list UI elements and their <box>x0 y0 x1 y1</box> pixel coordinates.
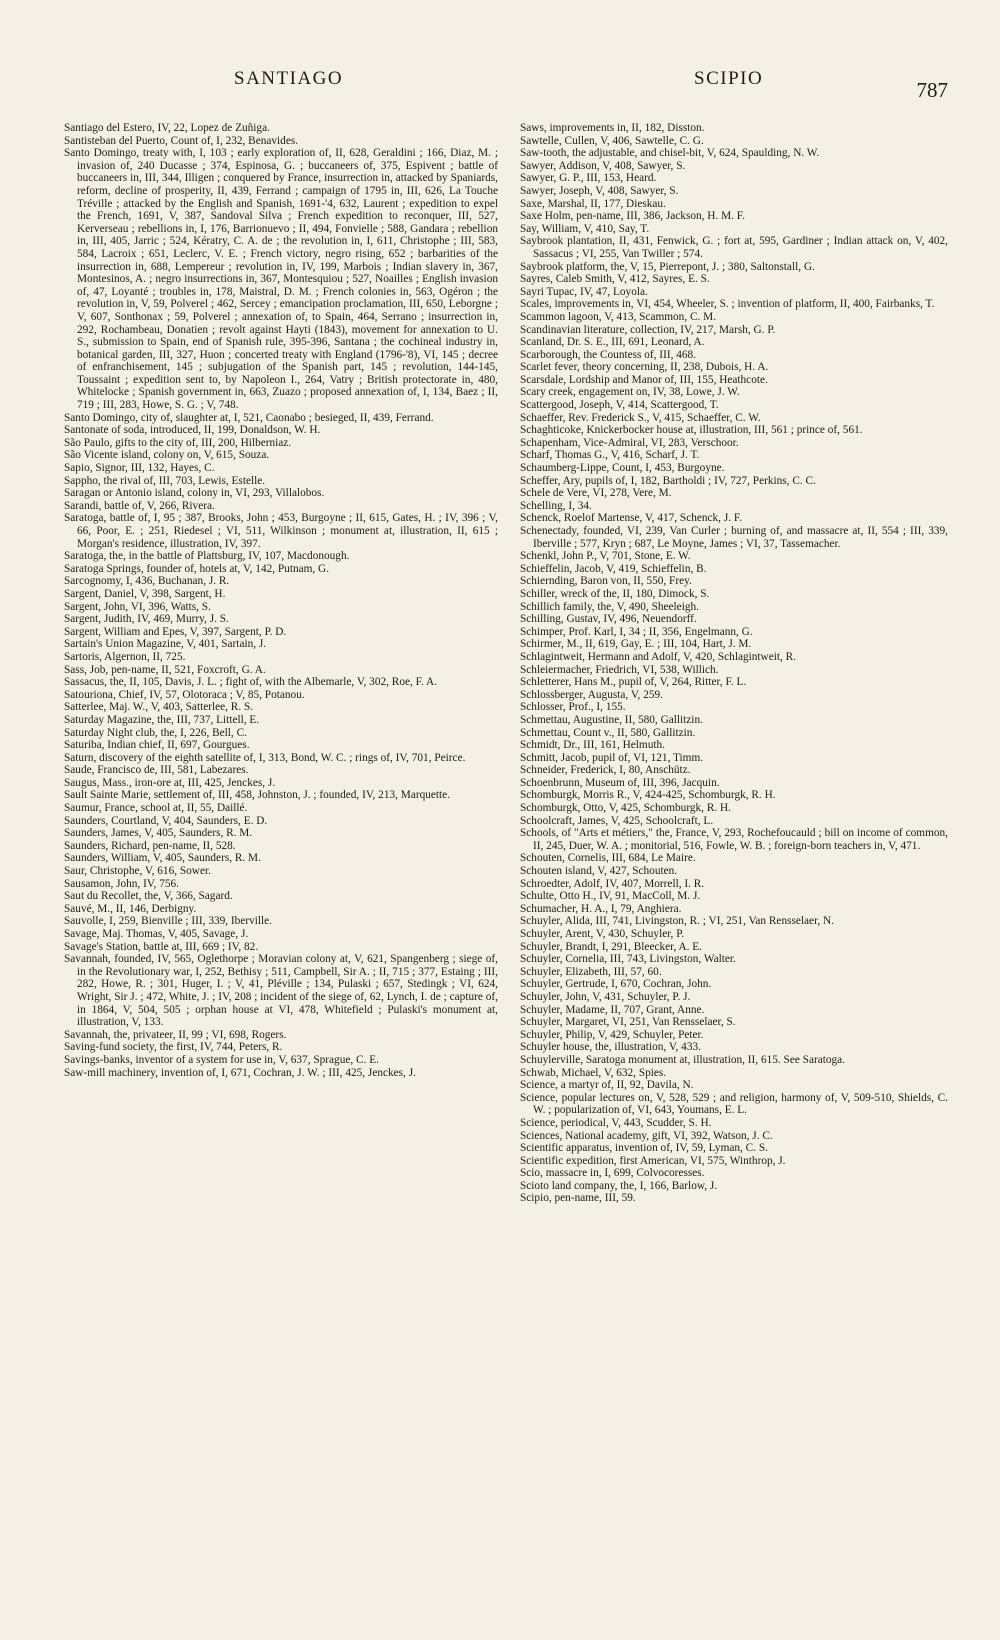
index-entry: Savage, Maj. Thomas, V, 405, Savage, J. <box>64 928 249 940</box>
index-entry: Schuyler house, the, illustration, V, 433. <box>520 1041 701 1054</box>
index-entry: Schoolcraft, James, V, 425, Schoolcraft, L. <box>520 814 714 827</box>
index-entry: Scheffer, Ary, pupils of, I, 182, Bartholdi ; IV, 727, Perkins, C. C. <box>520 474 816 487</box>
index-entry: Schleiermacher, Friedrich, VI, 538, Willich. <box>520 663 719 676</box>
index-entry: Schuyler, Cornelia, III, 743, Livingston, Walter. <box>520 953 736 966</box>
index-entry: Scio, massacre in, I, 699, Colvocoresses. <box>520 1167 705 1180</box>
index-entry: Saybrook platform, the, V, 15, Pierrepont, J. ; 380, Saltonstall, G. <box>520 260 815 273</box>
index-entry: Scattergood, Joseph, V, 414, Scattergood, T. <box>520 399 719 412</box>
index-entry: Saturday Magazine, the, III, 737, Littell, E. <box>64 713 260 726</box>
index-entry: Scales, improvements in, VI, 454, Wheeler, S. ; invention of platform, II, 400, Fairbanks, T. <box>520 298 935 311</box>
index-entry: Schenck, Roelof Martense, V, 417, Schenck, J. F. <box>520 512 743 525</box>
index-entry: Saude, Francisco de, III, 581, Labezares. <box>64 764 249 777</box>
index-entry: Satterlee, Maj. W., V, 403, Satterlee, R. S. <box>64 701 254 714</box>
index-entry: Schlosser, Prof., I, 155. <box>520 701 626 714</box>
index-entry: Scanland, Dr. S. E., III, 691, Leonard, A. <box>520 336 705 349</box>
index-entry: Saratoga Springs, founder of, hotels at, V, 142, Putnam, G. <box>64 562 330 575</box>
index-entry: Sartain's Union Magazine, V, 401, Sartain, J. <box>64 638 267 651</box>
index-entry: Schuylerville, Saratoga monument at, illustration, II, 615. See Saratoga. <box>520 1053 846 1066</box>
index-entry: Schools, of "Arts et métiers," the, France, V, 293, Rochefoucauld ; bill on income of common, II, 245, Duer, W. A. ; monitorial, 516, Fowle, W. B. ; foreign-born teachers in, V, 471. <box>520 827 948 852</box>
index-entry: Schumacher, H. A., I, 79, Anghiera. <box>520 902 682 915</box>
index-entry: Schieffelin, Jacob, V, 419, Schieffelin, B. <box>520 562 707 575</box>
index-entry: Schapenham, Vice-Admiral, VI, 283, Verschoor. <box>520 436 739 449</box>
index-entry: Sauvé, M., II, 146, Derbigny. <box>64 902 197 915</box>
index-entry: Schaumberg-Lippe, Count, I, 453, Burgoyne. <box>520 462 725 475</box>
index-entry: Saws, improvements in, II, 182, Disston. <box>520 122 705 134</box>
left-column <box>64 122 498 1079</box>
index-entry: Savings-banks, inventor of a system for use in, V, 637, Sprague, C. E. <box>64 1053 379 1066</box>
index-entry: Santo Domingo, treaty with, I, 103 ; early exploration of, II, 628, Geraldini ; 166, Diaz, M. ; invasion of, 240 Ducasse ; 374, Espinosa, G. ; buccaneers of, 375, Espivent ; battle of buccaneers in, III, 344, Illigen ; conquered by France, insurrection in, attacked by Spaniards, reform, decline of prosperity, II, 439, Ferrand ; campaign of 1795 in, III, 626, La Touche Tréville ; attacked by the English and Spanish, 1691-'4, 632, Laurent ; expedition to expel the French, 1691, V, 387, Sandoval Silva ; French expedition to reconquer, III, 527, Kerverseau ; rebellions in, I, 176, Barrionuevo ; II, 494, Fonvielle ; 588, Gandara ; rebellion in, III, 405, Jarric ; 524, Kératry, C. A. de ; the revolution in, I, 611, Christophe ; III, 583, 584, Lacroix ; 651, Leclerc, V. E. ; French victory, negro rising, 652 ; barbarities of the insurrection in, 688, Lempereur ; revolution in, IV, 199, Marbois ; Indian slavery in, 367, Montesinos, A. ; negro insurrections in, 367, Montesquiou ; 527, Noailles ; English invasion of, 47, Loyanté ; troubles in, 178, Maistral, D. M. ; French colonies in, 563, Ogéron ; the revolution in, V, 59, Polverel ; 462, Sercey ; emancipation proclamation, III, 650, Leborgne ; V, 607, Sonthonax ; 59, Polverel ; annexation of, to Spain, 464, Serrano ; insurrection in, 292, Rochambeau, Donatien ; revolt against Hayti (1843), movement for annexation to U. S., submission to Spain, end of Spanish rule, 395-396, Santana ; the cochineal industry in, botanical garden, III, 327, Huon ; concerted treaty with England (1796-'8), VI, 145 ; decree of enfranchisement, 145 ; subjugation of the Spanish part, 145 ; revolution, 144-145, Toussaint ; expedition sent to, by Napoleon I., 264, Vatry ; British protectorate in, 480, Whitelocke ; Spanish government in, 663, Zuazo ; proposed annexation of, I, 134, Baez ; II, 719 ; III, 283, Howe, S. G. ; V, 748. <box>64 147 498 412</box>
index-entry: Saturiba, Indian chief, II, 697, Gourgues. <box>64 739 250 752</box>
index-entry: Schuyler, John, V, 431, Schuyler, P. J. <box>520 990 691 1003</box>
index-entry: Scharf, Thomas G., V, 416, Scharf, J. T. <box>520 449 700 462</box>
index-entry: Schmitt, Jacob, pupil of, VI, 121, Timm. <box>520 751 704 764</box>
index-entry: Schuyler, Elizabeth, III, 57, 60. <box>520 965 662 978</box>
index-entry: Scipio, pen-name, III, 59. <box>520 1192 636 1205</box>
index-entry: Saut du Recollet, the, V, 366, Sagard. <box>64 890 233 903</box>
index-entry: Schelling, I, 34. <box>520 499 592 512</box>
index-entry: Saunders, Courtland, V, 404, Saunders, E. D. <box>64 814 268 827</box>
index-entry: Saving-fund society, the first, IV, 744, Peters, R. <box>64 1041 283 1054</box>
index-entry: Saybrook plantation, II, 431, Fenwick, G. ; fort at, 595, Gardiner ; Indian attack on, V, 402, Sassacus ; VI, 255, Van Twiller ; 574. <box>520 235 948 260</box>
index-entry: Schillich family, the, V, 490, Sheeleigh. <box>520 600 699 613</box>
index-entry: Santo Domingo, city of, slaughter at, I, 521, Caonabo ; besieged, II, 439, Ferrand. <box>64 411 434 424</box>
index-entry: Sayres, Caleb Smith, V, 412, Sayres, E. S. <box>520 273 710 286</box>
index-entry: Sausamon, John, IV, 756. <box>64 877 179 890</box>
index-entry: Schele de Vere, VI, 278, Vere, M. <box>520 487 672 500</box>
running-head-left: SANTIAGO <box>234 68 344 89</box>
index-entry: Sayri Tupac, IV, 47, Loyola. <box>520 285 648 298</box>
index-entry: Schiernding, Baron von, II, 550, Frey. <box>520 575 692 588</box>
index-entry: Schenectady, founded, VI, 239, Van Curler ; burning of, and massacre at, II, 554 ; III, 339, Iberville ; 577, Kryn ; 687, Le Moyne, James ; VI, 37, Tassemacher. <box>520 525 948 550</box>
index-entry: Sawyer, G. P., III, 153, Heard. <box>520 172 657 185</box>
index-entry: Scarlet fever, theory concerning, II, 238, Dubois, H. A. <box>520 361 769 374</box>
index-entry: Saxe, Marshal, II, 177, Dieskau. <box>520 197 666 210</box>
index-entry: Sault Sainte Marie, settlement of, III, 458, Johnston, J. ; founded, IV, 213, Marquette. <box>64 789 451 802</box>
index-entry: São Paulo, gifts to the city of, III, 200, Hilberniaz. <box>64 436 292 449</box>
index-entry: Sargent, Judith, IV, 469, Murry, J. S. <box>64 613 229 626</box>
index-entry: Schuyler, Margaret, VI, 251, Van Rensselaer, S. <box>520 1016 736 1029</box>
index-entry: Sassacus, the, II, 105, Davis, J. L. ; fight of, with the Albemarle, V, 302, Roe, F. A. <box>64 676 438 689</box>
index-entry: Sawtelle, Cullen, V, 406, Sawtelle, C. G. <box>520 134 704 147</box>
index-entry: Schulte, Otto H., IV, 91, MacColl, M. J. <box>520 890 701 903</box>
index-entry: Schirmer, M., II, 619, Gay, E. ; III, 104, Hart, J. M. <box>520 638 752 651</box>
index-entry: Sawyer, Joseph, V, 408, Sawyer, S. <box>520 184 679 197</box>
index-entry: Scarsdale, Lordship and Manor of, III, 155, Heathcote. <box>520 373 768 386</box>
index-entry: Sarandi, battle of, V, 266, Rivera. <box>64 499 215 512</box>
index-entry: Scientific expedition, first American, VI, 575, Winthrop, J. <box>520 1154 786 1167</box>
index-entry: Satouriona, Chief, IV, 57, Olotoraca ; V, 85, Potanou. <box>64 688 305 701</box>
index-entry: Saxe Holm, pen-name, III, 386, Jackson, H. M. F. <box>520 210 745 223</box>
index-entry: Saratoga, the, in the battle of Plattsburg, IV, 107, Macdonough. <box>64 550 350 563</box>
index-entry: Schroedter, Adolf, IV, 407, Morrell, I. R. <box>520 877 705 890</box>
index-entry: Scary creek, engagement on, IV, 38, Lowe, J. W. <box>520 386 740 399</box>
index-entry: Scioto land company, the, I, 166, Barlow, J. <box>520 1179 718 1192</box>
index-entry: Sapio, Signor, III, 132, Hayes, C. <box>64 462 215 475</box>
index-entry: Sappho, the rival of, III, 703, Lewis, Estelle. <box>64 474 266 487</box>
index-entry: Schouten, Cornelis, III, 684, Le Maire. <box>520 852 696 865</box>
index-entry: Schuyler, Brandt, I, 291, Bleecker, A. E. <box>520 940 702 953</box>
index-entry: Schiller, wreck of the, II, 180, Dimock, S. <box>520 587 710 600</box>
index-entry: Savage's Station, battle at, III, 669 ; IV, 82. <box>64 940 259 953</box>
index-entry: Scammon lagoon, V, 413, Scammon, C. M. <box>520 310 717 323</box>
index-entry: Saturn, discovery of the eighth satellite of, I, 313, Bond, W. C. ; rings of, IV, 701, Peirce. <box>64 751 466 764</box>
index-entry: Saw-mill machinery, invention of, I, 671, Cochran, J. W. ; III, 425, Jenckes, J. <box>64 1066 416 1079</box>
index-entry: Santonate of soda, introduced, II, 199, Donaldson, W. H. <box>64 424 321 437</box>
index-entry: Saunders, William, V, 405, Saunders, R. M. <box>64 852 261 865</box>
index-entry: Schmettau, Augustine, II, 580, Gallitzin. <box>520 713 703 726</box>
index-entry: Schaeffer, Rev. Frederick S., V, 415, Schaeffer, C. W. <box>520 411 761 424</box>
index-entry: Scandinavian literature, collection, IV, 217, Marsh, G. P. <box>520 323 776 336</box>
index-entry: Schomburgk, Otto, V, 425, Schomburgk, R. H. <box>520 802 731 815</box>
index-entry: Schilling, Gustav, IV, 496, Neuendorff. <box>520 613 697 626</box>
index-entry: Scientific apparatus, invention of, IV, 59, Lyman, C. S. <box>520 1142 768 1155</box>
index-entry: Schmettau, Count v., II, 580, Gallitzin. <box>520 726 696 739</box>
index-entry: São Vicente island, colony on, V, 615, Souza. <box>64 449 270 462</box>
index-entry: Science, popular lectures on, V, 528, 529 ; and religion, harmony of, V, 509-510, Shields, C. W. ; popularization of, VI, 643, Youmans, E. L. <box>520 1091 948 1117</box>
index-entry: Schuyler, Gertrude, I, 670, Cochran, John. <box>520 978 712 991</box>
index-entry: Sarcognomy, I, 436, Buchanan, J. R. <box>64 575 230 588</box>
index-entry: Saunders, James, V, 405, Saunders, R. M. <box>64 827 253 840</box>
index-entry: Schneider, Frederick, I, 80, Anschütz. <box>520 764 691 777</box>
right-column <box>520 122 948 1205</box>
index-entry: Saumur, France, school at, II, 55, Daillé. <box>64 802 248 815</box>
index-entry: Schuyler, Madame, II, 707, Grant, Anne. <box>520 1003 705 1016</box>
index-entry: Schoenbrunn, Museum of, III, 396, Jacquin. <box>520 776 720 789</box>
index-entry: Saunders, Richard, pen-name, II, 528. <box>64 839 236 852</box>
index-entry: Schlagintweit, Hermann and Adolf, V, 420, Schlagintweit, R. <box>520 650 797 663</box>
index-entry: Sargent, John, VI, 396, Watts, S. <box>64 600 211 613</box>
index-entry: Schuyler, Alida, III, 741, Livingston, R. ; VI, 251, Van Rensselaer, N. <box>520 915 835 928</box>
index-entry: Saturday Night club, the, I, 226, Bell, C. <box>64 726 247 739</box>
index-entry: Sass, Job, pen-name, II, 521, Foxcroft, G. A. <box>64 663 266 676</box>
index-entry: Saugus, Mass., iron-ore at, III, 425, Jenckes, J. <box>64 776 276 789</box>
page-number: 787 <box>916 78 948 102</box>
index-entry: Schaghticoke, Knickerbocker house at, illustration, III, 561 ; prince of, 561. <box>520 424 863 437</box>
index-entry: Schwab, Michael, V, 632, Spies. <box>520 1066 667 1079</box>
index-entry: Savannah, the, privateer, II, 99 ; VI, 698, Rogers. <box>64 1028 287 1041</box>
index-entry: Saratoga, battle of, I, 95 ; 387, Brooks, John ; 453, Burgoyne ; II, 615, Gates, H. ; IV, 396 ; V, 66, Poor, E. ; 251, Riedesel ; VI, 511, Wilkinson ; monument at, illustration, II, 615 ; Morgan's residence, illustration, IV, 397. <box>64 512 498 550</box>
index-entry: Santisteban del Puerto, Count of, I, 232, Benavides. <box>64 134 299 147</box>
index-entry: Science, a martyr of, II, 92, Davila, N. <box>520 1079 694 1092</box>
index-entry: Schuyler, Philip, V, 429, Schuyler, Peter. <box>520 1028 704 1041</box>
index-entry: Sargent, Daniel, V, 398, Sargent, H. <box>64 587 226 600</box>
index-entry: Sciences, National academy, gift, VI, 392, Watson, J. C. <box>520 1129 773 1142</box>
index-entry: Science, periodical, V, 443, Scudder, S. H. <box>520 1116 712 1129</box>
index-entry: Schouten island, V, 427, Schouten. <box>520 865 678 878</box>
index-entry: Saw-tooth, the adjustable, and chisel-bit, V, 624, Spaulding, N. W. <box>520 147 820 160</box>
index-entry: Scarborough, the Countess of, III, 468. <box>520 348 697 361</box>
index-entry: Santiago del Estero, IV, 22, Lopez de Zuñiga. <box>64 122 270 134</box>
index-entry: Schletterer, Hans M., pupil of, V, 264, Ritter, F. L. <box>520 676 747 689</box>
index-entry: Savannah, founded, IV, 565, Oglethorpe ; Moravian colony at, V, 621, Spangenberg ; siege of, in the Revolutionary war, I, 252, Bethisy ; 511, Campbell, Sir A. ; II, 715 ; 377, Estaing ; III, 282, Howe, R. ; 301, Huger, I. ; V, 41, Pléville ; 134, Pulaski ; 657, Stedingk ; VI, 624, Wright, Sir J. ; 472, White, J. ; IV, 208 ; incident of the siege of, 62, Lynch, I. de ; capture of, in 1864, V, 504, 505 ; orphan house at VI, 478, Whitefield ; Pulaski's monument at, illustration, V, 133. <box>64 953 498 1029</box>
index-entry: Schuyler, Arent, V, 430, Schuyler, P. <box>520 928 685 940</box>
index-entry: Schlossberger, Augusta, V, 259. <box>520 688 663 701</box>
index-entry: Sawyer, Addison, V, 408, Sawyer, S. <box>520 159 686 172</box>
index-entry: Sauvolle, I, 259, Bienville ; III, 339, Iberville. <box>64 915 273 928</box>
index-entry: Schomburgk, Morris R., V, 424-425, Schomburgk, R. H. <box>520 789 776 802</box>
index-entry: Schimper, Prof. Karl, I, 34 ; II, 356, Engelmann, G. <box>520 625 753 638</box>
index-entry: Schmidt, Dr., III, 161, Helmuth. <box>520 739 665 752</box>
running-head-right: SCIPIO <box>694 68 764 89</box>
index-entry: Schenkl, John P., V, 701, Stone, E. W. <box>520 550 691 563</box>
index-entry: Sargent, William and Epes, V, 397, Sargent, P. D. <box>64 625 287 638</box>
index-entry: Saragan or Antonio island, colony in, VI, 293, Villalobos. <box>64 487 325 500</box>
index-entry: Saur, Christophe, V, 616, Sower. <box>64 865 211 878</box>
index-entry: Sartoris, Algernon, II, 725. <box>64 650 186 663</box>
index-entry: Say, William, V, 410, Say, T. <box>520 222 650 235</box>
